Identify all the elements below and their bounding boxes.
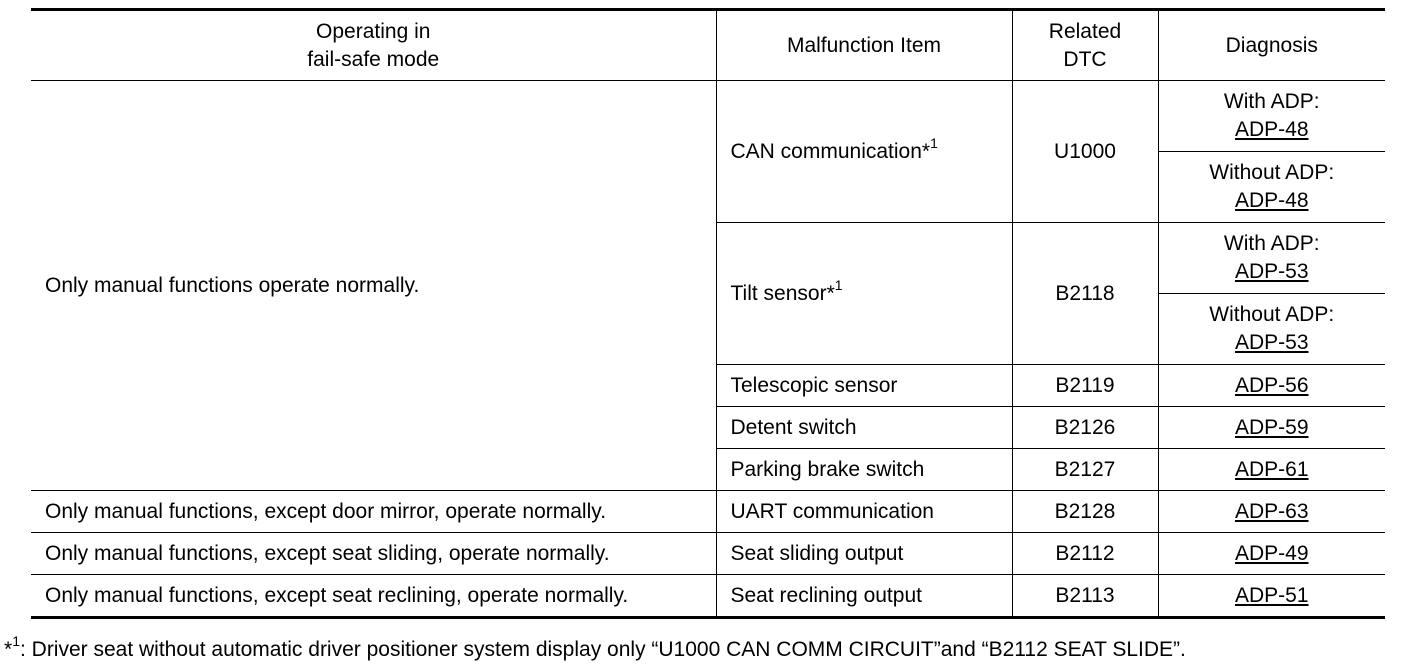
diagnosis-cell: With ADP: ADP-48: [1158, 81, 1385, 152]
diagnosis-cell: [1158, 533, 1385, 575]
diagnosis-cell: Without ADP: ADP-48: [1158, 152, 1385, 223]
table-row: [31, 81, 1385, 152]
fail-safe-table: [31, 8, 1385, 619]
item-cell: Detent switch: [716, 407, 1012, 449]
dtc-cell: B2128: [1012, 491, 1158, 533]
item-cell: Parking brake switch: [716, 449, 1012, 491]
table-row: [31, 533, 1385, 575]
table-row: [31, 575, 1385, 618]
diagnosis-link[interactable]: ADP-56: [1234, 373, 1309, 397]
mode-cell: Only manual functions, except seat sliding, operate normally.: [31, 533, 716, 575]
diagnosis-link[interactable]: ADP-49: [1234, 541, 1309, 565]
diagnosis-link[interactable]: ADP-51: [1234, 583, 1309, 607]
diagnosis-cell: With ADP: ADP-53: [1158, 223, 1385, 294]
dtc-cell: B2119: [1012, 365, 1158, 407]
header-row: [31, 10, 1385, 81]
diagnosis-link[interactable]: ADP-53: [1234, 260, 1309, 283]
mode-cell: Only manual functions, except seat reclining, operate normally.: [31, 575, 716, 618]
diagnosis-link[interactable]: ADP-53: [1234, 331, 1309, 354]
header-related-dtc: Related DTC: [1012, 10, 1158, 81]
item-cell: Seat sliding output: [716, 533, 1012, 575]
diagnosis-cell: Without ADP: ADP-53: [1158, 294, 1385, 365]
diagnosis-cell: [1158, 575, 1385, 618]
mode-cell: Only manual functions, except door mirror, operate normally.: [31, 491, 716, 533]
dtc-cell: B2118: [1012, 223, 1158, 365]
header-malfunction-item: Malfunction Item: [716, 10, 1012, 81]
mode-cell: Only manual functions operate normally.: [31, 81, 716, 491]
item-cell: Tilt sensor*$^1$: [716, 223, 1012, 365]
dtc-cell: U1000: [1012, 81, 1158, 223]
table-row: [31, 491, 1385, 533]
item-cell: CAN communication*$^1$: [716, 81, 1012, 223]
diagnosis-link[interactable]: ADP-48: [1234, 189, 1309, 212]
diagnosis-link[interactable]: ADP-48: [1234, 118, 1309, 141]
item-cell: UART communication: [716, 491, 1012, 533]
diagnosis-cell: [1158, 365, 1385, 407]
diagnosis-cell: [1158, 407, 1385, 449]
diagnosis-cell: [1158, 449, 1385, 491]
header-diagnosis: Diagnosis: [1158, 10, 1385, 81]
item-cell: Seat reclining output: [716, 575, 1012, 618]
footnote: *$^1$: Driver seat without automatic driver positioner system display only “U1000 CAN COMM CIRCUIT”and “B2112 SEAT SLIDE”.: [4, 633, 1186, 661]
diagnosis-cell: [1158, 491, 1385, 533]
dtc-cell: B2126: [1012, 407, 1158, 449]
dtc-cell: B2112: [1012, 533, 1158, 575]
diagnosis-link[interactable]: ADP-59: [1234, 415, 1309, 439]
item-cell: Telescopic sensor: [716, 365, 1012, 407]
dtc-cell: B2127: [1012, 449, 1158, 491]
diagnosis-link[interactable]: ADP-61: [1234, 457, 1309, 481]
header-operating-mode: Operating in fail-safe mode: [31, 10, 716, 81]
diagnosis-link[interactable]: ADP-63: [1234, 499, 1309, 523]
dtc-cell: B2113: [1012, 575, 1158, 618]
